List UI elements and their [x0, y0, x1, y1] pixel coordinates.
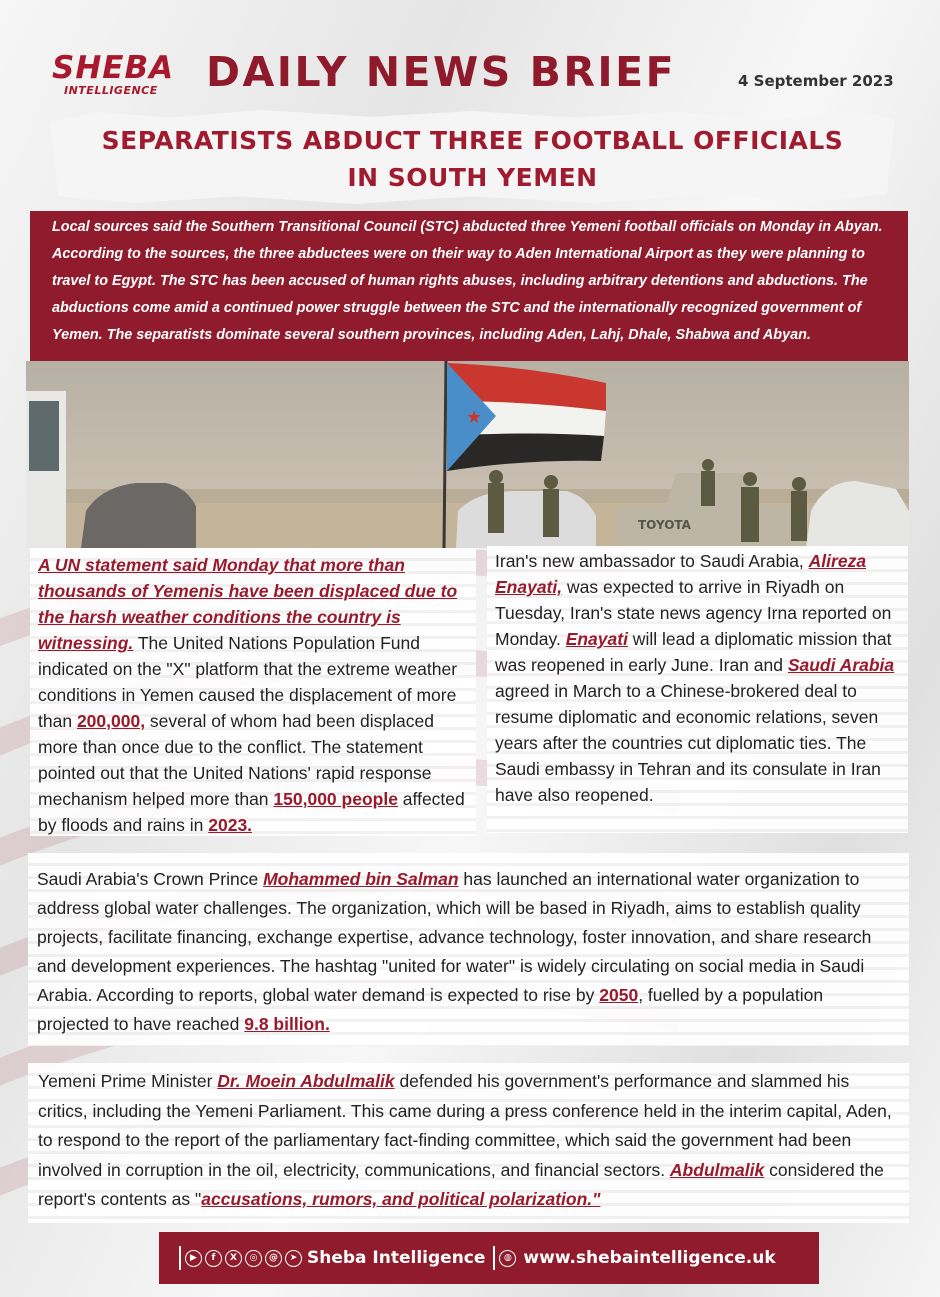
figure-year: 2023. — [208, 815, 253, 835]
globe-icon: ◍ — [499, 1250, 516, 1267]
logo-wordmark: SHEBA — [52, 50, 175, 86]
flag-pole — [444, 361, 446, 548]
headline-line-1: SEPARATISTS ABDUCT THREE FOOTBALL OFFICIALS — [101, 126, 844, 155]
main-headline — [60, 122, 885, 196]
story-iran-text: Iran's new ambassador to Saudi Arabia, Alireza Enayati, was expected to arrive in Riyadh on Tuesday, Iran's state news agency Irna reported on Monday. Enayati will lead a diplomatic mission that was reopened in early June. Iran and Saudi Arabia agreed in March to a Chinese-brokered deal to resume diplomatic and economic relations, seven years after the countries cut diplomatic ties. The Saudi embassy in Tehran and its consulate in Iran have also reopened. — [495, 551, 895, 805]
photo-scene — [26, 361, 909, 548]
pm-quote: accusations, rumors, and political polarization." — [201, 1189, 601, 1209]
facebook-icon[interactable]: f — [205, 1250, 222, 1267]
headline-line-2: IN SOUTH YEMEN — [347, 163, 598, 192]
instagram-icon[interactable]: ◎ — [245, 1250, 262, 1267]
footer-website-link[interactable]: www.shebaintelligence.uk — [523, 1248, 776, 1268]
threads-icon[interactable]: @ — [265, 1250, 282, 1267]
story-iran-ambassador — [487, 546, 908, 833]
news-photo — [26, 361, 909, 548]
story-water-text: Saudi Arabia's Crown Prince Mohammed bin Salman has launched an international water organization to address global water challenges. The organization, which will be based in Riyadh, aims to establish quality projects, facilitate financing, exchange expertise, advance technology, foster innovation, and share research and development experiences. The hashtag "united for water" is widely circulating on social media in Saudi Arabia. According to reports, global water demand is expected to rise by 2050, fuelled by a population projected to have reached 9.8 billion. — [37, 869, 872, 1034]
x-icon[interactable]: X — [225, 1250, 242, 1267]
footer-divider — [179, 1246, 181, 1270]
footer-bar — [159, 1232, 819, 1284]
story-water-organization — [28, 853, 909, 1046]
footer-divider-2 — [493, 1246, 495, 1270]
figure-displaced: 200,000, — [76, 711, 146, 731]
pickup-brand-text: TOYOTA — [638, 518, 691, 532]
youtube-icon[interactable]: ▶ — [185, 1250, 202, 1267]
issue-date: 4 September 2023 — [738, 72, 894, 90]
figure-2050: 2050 — [599, 985, 639, 1005]
footer-brand-name[interactable]: Sheba Intelligence — [307, 1248, 486, 1268]
car-white — [456, 491, 596, 548]
story-un-intro: A UN statement said Monday that more than thousands of Yemenis have been displaced due to the harsh weather conditions the country is witnessing. — [38, 555, 458, 653]
logo-subtitle: INTELLIGENCE — [64, 84, 158, 97]
brief-header — [0, 0, 940, 210]
name-enayati-2: Enayati — [565, 629, 628, 649]
story-un-displacement — [30, 548, 476, 836]
svg-text:★: ★ — [466, 407, 483, 428]
figure-population: 9.8 billion. — [244, 1014, 330, 1034]
story-pm-text: Yemeni Prime Minister Dr. Moein Abdulmalik defended his government's performance and slammed his critics, including the Yemeni Parliament. This came during a press conference held in the interim capital, Aden, to respond to the report of the parliamentary fact-finding committee, which said the government had been involved in corruption in the oil, electricity, communications, and financial sectors. Abdulmalik considered the report's contents as "accusations, rumors, and political polarization." — [38, 1071, 892, 1209]
name-saudi-arabia: Saudi Arabia — [787, 655, 895, 675]
story-prime-minister — [28, 1063, 909, 1223]
name-abdulmalik-2: Abdulmalik — [669, 1159, 765, 1180]
name-enayati: Alireza Enayati, — [495, 551, 867, 597]
lead-story-text: Local sources said the Southern Transitional Council (STC) abducted three Yemeni football officials on Monday in Abyan. According to the sources, the three abductees were on their way to Aden International Airport as they were planning to travel to Egypt. The STC has been accused of human rights abuses, including arbitrary detentions and abductions. The abductions come amid a continued power struggle between the STC and the internationally recognized government of Yemen. The separatists dominate several southern provinces, including Aden, Lahj, Dhale, Shabwa and Abyan. — [52, 219, 883, 343]
sheba-logo — [52, 52, 192, 97]
page-title: DAILY NEWS BRIEF — [206, 48, 677, 96]
lead-story-box — [30, 211, 908, 361]
story-un-text: A UN statement said Monday that more than thousands of Yemenis have been displaced due to the harsh weather conditions the country is witnessing. The United Nations Population Fund indicated on the "X" platform that the extreme weather conditions in Yemen caused the displacement of more than 200,000, several of whom had been displaced more than once due to the conflict. The statement pointed out that the United Nations' rapid response mechanism helped more than 150,000 people affected by floods and rains in 2023. — [38, 555, 465, 835]
name-abdulmalik: Dr. Moein Abdulmalik — [217, 1071, 395, 1091]
telegram-icon[interactable]: ➤ — [285, 1250, 302, 1267]
figure-helped: 150,000 people — [273, 789, 398, 809]
name-mbs: Mohammed bin Salman — [263, 869, 459, 889]
